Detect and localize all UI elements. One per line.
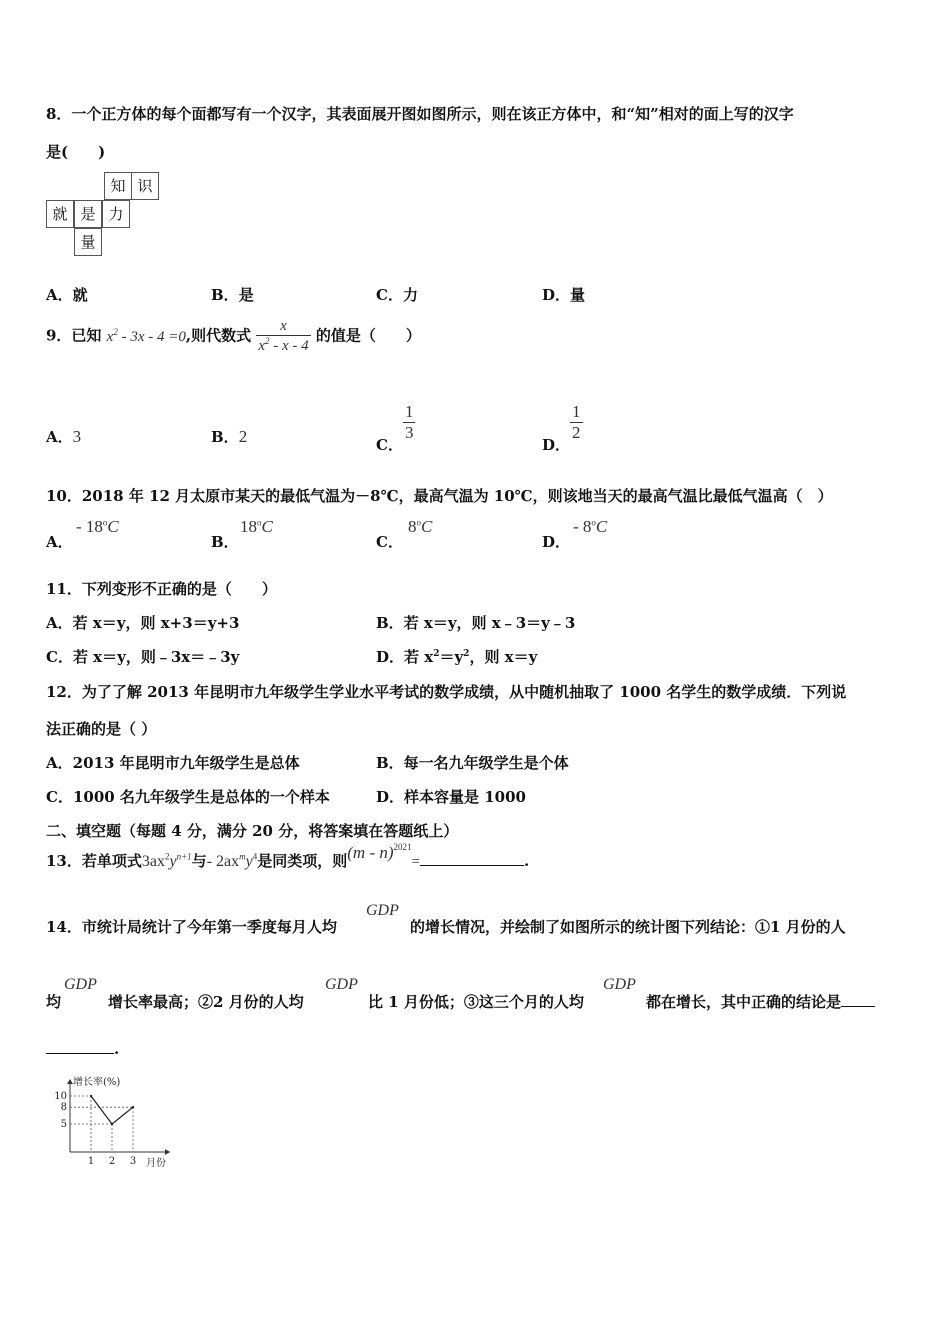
y-axis-label: 增长率(%) bbox=[73, 1077, 121, 1088]
q12-stem-line2: 法正确的是（ ） bbox=[46, 720, 157, 738]
q8-option-c: C．力 bbox=[376, 286, 418, 304]
growth-rate-chart bbox=[50, 1075, 180, 1170]
q12-option-c: C．1000 名九年级学生是总体的一个样本 bbox=[46, 788, 330, 806]
q10-value-a: - 18$^o$C bbox=[76, 517, 119, 536]
q12-option-b: B．每一名九年级学生是个体 bbox=[376, 754, 569, 772]
data-point-1 bbox=[90, 1095, 92, 1097]
x-tick-label-3: 3 bbox=[129, 1156, 137, 1167]
q9-option-c: C． $\frac{1}{3}$ bbox=[376, 402, 414, 454]
q12-option-d: D．样本容量是 1000 bbox=[376, 788, 526, 806]
x-axis-label: 月份 bbox=[146, 1158, 166, 1169]
q13-stem: 13．若单项式$3ax^2y^{n+1}$与- $2ax^my^4$是同类项，则(m - n)$^{2021}$= . bbox=[46, 842, 530, 870]
data-point-2 bbox=[111, 1123, 113, 1125]
q14-line1: 14．市统计局统计了今年第一季度每月人均 bbox=[46, 918, 337, 936]
q14-gdp-3: GDP bbox=[325, 976, 358, 993]
q8-stem-line1: 8．一个正方体的每个面都写有一个汉字，其表面展开图如图所示，则在该正方体中，和“知”相对的面上写的汉字 bbox=[46, 105, 794, 123]
net-cell-zhi: 知 bbox=[104, 172, 132, 200]
q10-value-c: 8$^o$C bbox=[408, 517, 433, 536]
q11-option-b: B．若 x＝y，则 x﹣3＝y﹣3 bbox=[376, 614, 576, 632]
x-tick-label-1: 1 bbox=[87, 1156, 95, 1167]
q14-answer-blank-part1 bbox=[841, 1006, 875, 1007]
q8-option-d: D．量 bbox=[542, 286, 586, 304]
series-line bbox=[91, 1096, 133, 1124]
x-tick-label-2: 2 bbox=[108, 1156, 116, 1167]
q14-line2-b: 增长率最高；②2 月份的人均 bbox=[108, 993, 304, 1011]
q9-fraction: $\frac{x}{x^2 - x - 4}$ bbox=[258, 318, 309, 354]
cube-net-figure bbox=[44, 172, 166, 262]
q14-gdp-1: GDP bbox=[366, 902, 399, 919]
x-axis-arrow bbox=[165, 1149, 170, 1155]
y-tick-label-10: 10 bbox=[54, 1091, 67, 1102]
q10-option-a: A． bbox=[46, 533, 73, 551]
q9-condition: $x^2 - 3x - 4 =0$ bbox=[106, 326, 186, 345]
net-cell-shi: 识 bbox=[131, 172, 159, 200]
q10-value-d: - 8$^o$C bbox=[573, 517, 608, 536]
q13-answer-blank bbox=[420, 865, 524, 866]
q8-option-a: A．就 bbox=[46, 286, 88, 304]
q14-line2-a: 均 bbox=[46, 993, 62, 1011]
net-cell-li: 力 bbox=[102, 200, 130, 228]
q14-line3: . bbox=[46, 1040, 119, 1058]
q10-option-c: C． bbox=[376, 533, 403, 551]
q9-stem: 9．已知 $x^2 - 3x - 4 =0$,则代数式 $\frac{x}{x^2 - x - 4}$ 的值是（ ） bbox=[46, 318, 421, 354]
net-cell-shi2: 是 bbox=[74, 200, 102, 228]
q11-option-a: A．若 x＝y，则 x+3＝y+3 bbox=[46, 614, 240, 632]
q11-option-d: D．若 $x^2=y^2$，则 x＝y bbox=[376, 648, 538, 666]
q14-line1-rest: 的增长情况，并绘制了如图所示的统计图下列结论：①1 月份的人 bbox=[410, 918, 846, 936]
section-heading: 二、填空题（每题 4 分，满分 20 分，将答案填在答题纸上） bbox=[46, 822, 459, 840]
q9-option-d: D． $\frac{1}{2}$ bbox=[542, 402, 581, 454]
q14-gdp-4: GDP bbox=[603, 976, 636, 993]
q14-answer-blank-part2 bbox=[46, 1053, 114, 1054]
net-cell-liang: 量 bbox=[74, 228, 102, 256]
q11-stem: 11．下列变形不正确的是（ ） bbox=[46, 580, 277, 598]
q14-line2-d: 都在增长，其中正确的结论是 bbox=[646, 991, 875, 1012]
q9-option-b: B．2 bbox=[211, 427, 248, 446]
q14-line2-c: 比 1 月份低；③这三个月的人均 bbox=[368, 993, 584, 1011]
q10-option-b: B． bbox=[211, 533, 239, 551]
q10-stem: 10．2018 年 12 月太原市某天的最低气温为－8℃，最高气温为 10℃，则该地当天的最高气温比最低气温高（ ） bbox=[46, 487, 833, 505]
q12-option-a: A．2013 年昆明市九年级学生是总体 bbox=[46, 754, 300, 772]
q10-option-d: D． bbox=[542, 533, 571, 551]
data-point-3 bbox=[132, 1106, 134, 1108]
q8-stem-line2: 是( ) bbox=[46, 143, 106, 161]
q12-stem-line1: 12．为了了解 2013 年昆明市九年级学生学业水平考试的数学成绩，从中随机抽取了 1000 名学生的数学成绩．下列说 bbox=[46, 683, 847, 701]
q10-value-b: 18$^o$C bbox=[240, 517, 273, 536]
q11-option-c: C．若 x＝y，则﹣3x＝﹣3y bbox=[46, 648, 240, 666]
q14-gdp-2: GDP bbox=[64, 976, 97, 993]
q9-option-a: A．3 bbox=[46, 427, 82, 446]
net-cell-jiu: 就 bbox=[46, 200, 74, 228]
y-tick-label-8: 8 bbox=[60, 1102, 67, 1114]
y-tick-label-5: 5 bbox=[60, 1119, 67, 1130]
q8-option-b: B．是 bbox=[211, 286, 254, 304]
